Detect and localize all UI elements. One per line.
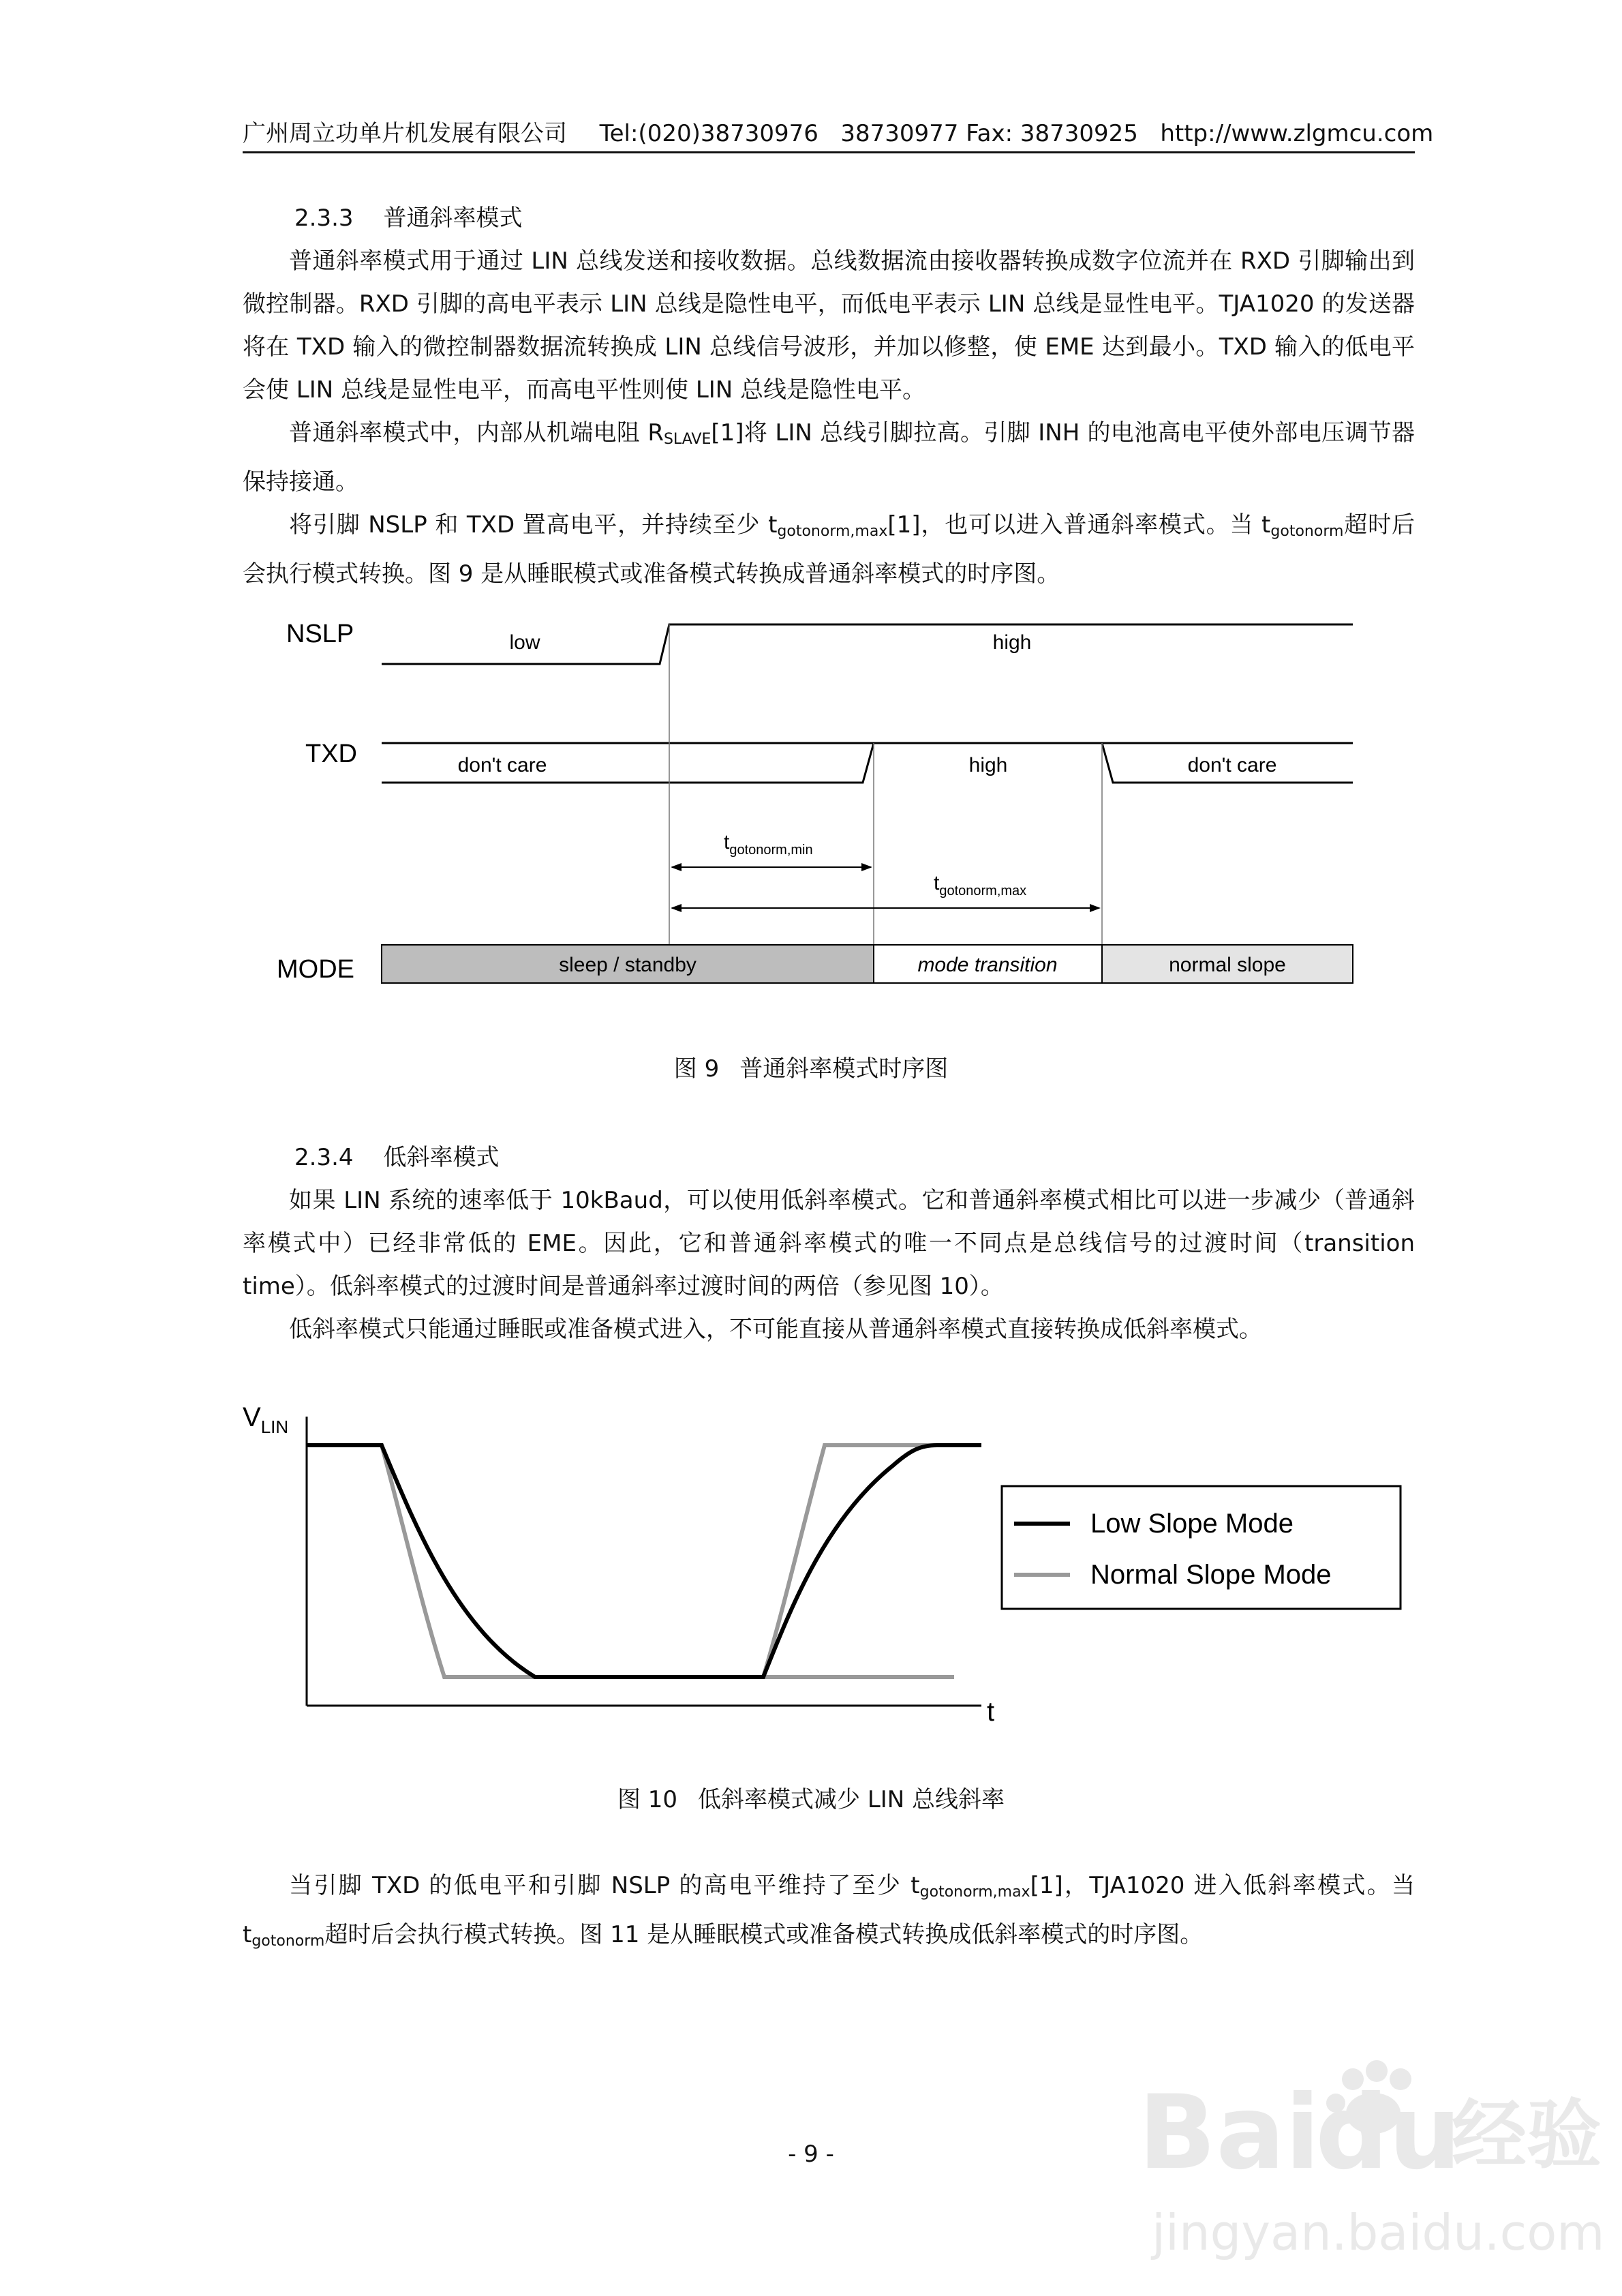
paragraph: 低斜率模式只能通过睡眠或准备模式进入，不可能直接从普通斜率模式直接转换成低斜率模式。	[289, 1316, 1262, 1343]
section-heading-234	[294, 1138, 500, 1172]
final-paragraph: 当引脚 TXD 的低电平和引脚 NSLP 的高电平维持了至少 $t_{gotonorm,max}[1]$，TJA1020 进入低斜率模式。当 $t_{gotonorm}$超时后会执行模式转换。图 11 是从睡眠模式或准备模式转换成低斜率模式的时序图。	[243, 1872, 1415, 1950]
figure-9-caption: 图 9 普通斜率模式时序图	[673, 1055, 949, 1083]
txd-dont-care-2: don't care	[1187, 754, 1277, 776]
mode-normal-label: normal slope	[1169, 954, 1286, 976]
figure-9-timing-diagram	[259, 600, 1377, 1009]
watermark-brand-2: du	[1315, 2074, 1462, 2192]
section-heading-233	[294, 199, 523, 232]
mode-sleep-label: sleep / standby	[559, 954, 697, 976]
arrowhead	[1090, 904, 1101, 912]
header-company: 广州周立功单片机发展有限公司	[243, 120, 567, 147]
watermark-brand: Bai	[1138, 2074, 1320, 2192]
page-header	[243, 115, 1434, 155]
section-233-body	[243, 240, 1415, 596]
section-234-body	[243, 1179, 1415, 1351]
t-min-label: $t_{gotonorm,min}$	[724, 831, 813, 858]
section-number: 2.3.4	[294, 1144, 354, 1171]
section-number: 2.3.3	[294, 205, 354, 232]
watermark-url: jingyan.baidu.com	[1152, 2204, 1605, 2261]
paragraph: 普通斜率模式用于通过 LIN 总线发送和接收数据。总线数据流由接收器转换成数字位流并在 RXD 引脚输出到微控制器。RXD 引脚的高电平表示 LIN 总线是隐性电平，而低电平表示 LIN 总线是显性电平。TJA1020 的发送器将在 TXD 输入的微控制器数据流转换成 LIN 总线信号波形，并加以修整，使 EME 达到最小。TXD 输入的低电平会使 LIN 总线是显性电平，而高电平性则使 LIN 总线是隐性电平。	[243, 247, 1415, 404]
normal-slope-series-line	[307, 1445, 981, 1677]
paragraph: 如果 LIN 系统的速率低于 10kBaud，可以使用低斜率模式。它和普通斜率模式相比可以进一步减少（普通斜率模式中）已经非常低的 EME。因此，它和普通斜率模式的唯一不同点是总线信号的过渡时间（transition time）。低斜率模式的过渡时间是普通斜率过渡时间的两倍（参见图 10）。	[243, 1187, 1415, 1300]
txd-dont-care-1: don't care	[457, 754, 547, 776]
mode-signal-label: MODE	[277, 955, 354, 984]
paragraph: 将引脚 NSLP 和 TXD 置高电平，并持续至少 $t_{gotonorm,max}[1]$，也可以进入普通斜率模式。当 $t_{gotonorm}$超时后会执行模式转换。图 9 是从睡眠模式或准备模式转换成普通斜率模式的时序图。	[243, 511, 1415, 588]
page-number: - 9 -	[788, 2141, 834, 2168]
watermark-service: 经验	[1452, 2091, 1602, 2179]
baidu-watermark	[1131, 2052, 1608, 2284]
legend-normal-label: Normal Slope Mode	[1090, 1560, 1332, 1590]
header-contact: Tel:(020)38730976 38730977 Fax: 38730925 http://www.zlgmcu.com	[599, 120, 1434, 147]
nslp-high-label: high	[992, 631, 1032, 654]
arrowhead	[671, 904, 682, 912]
nslp-signal-label: NSLP	[286, 620, 354, 648]
low-slope-series-line	[307, 1445, 981, 1677]
header-rule	[243, 151, 1415, 153]
figure-10-caption: 图 10 低斜率模式减少 LIN 总线斜率	[617, 1786, 1005, 1813]
y-axis-label: $V_{LIN}$	[243, 1402, 289, 1437]
mode-transition-label: mode transition	[917, 954, 1058, 976]
figure-10-slope-chart	[239, 1384, 1404, 1738]
t-max-label: $t_{gotonorm,max}$	[934, 872, 1027, 898]
paragraph: 普通斜率模式中，内部从机端电阻 $R_{SLAVE}[1]$将 LIN 总线引脚拉高。引脚 INH 的电池高电平使外部电压调节器保持接通。	[243, 419, 1415, 496]
txd-signal-label: TXD	[305, 740, 357, 768]
x-axis-label: t	[987, 1697, 995, 1727]
legend-low-label: Low Slope Mode	[1090, 1509, 1294, 1539]
legend-box	[1002, 1486, 1401, 1609]
arrowhead	[861, 863, 872, 871]
section-title: 普通斜率模式	[383, 205, 523, 232]
section-title: 低斜率模式	[383, 1144, 500, 1171]
txd-high-label: high	[968, 754, 1008, 776]
nslp-low-label: low	[509, 631, 540, 654]
arrowhead	[671, 863, 682, 871]
